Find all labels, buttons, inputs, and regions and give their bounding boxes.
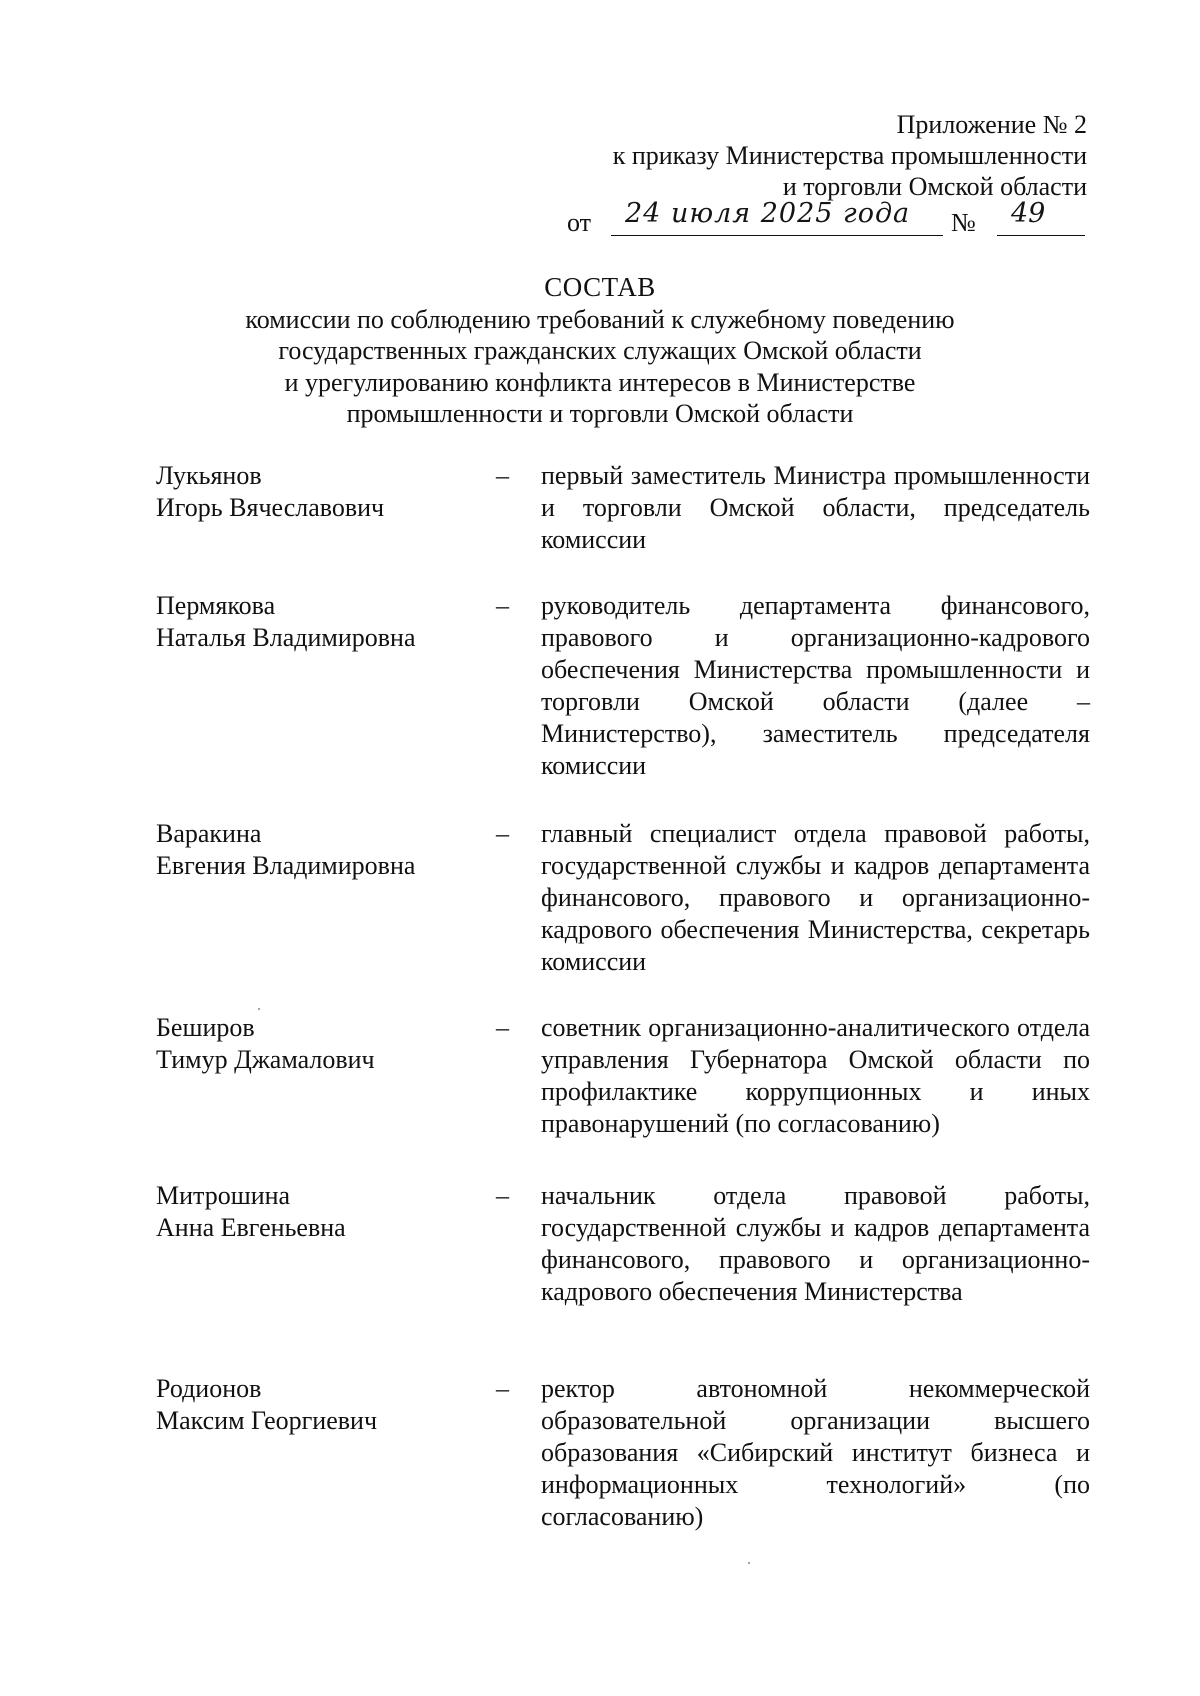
member-given-names: Анна Евгеньевна: [156, 1213, 346, 1242]
member-dash: –: [496, 1013, 509, 1042]
member-given-names: Евгения Владимировна: [156, 851, 416, 880]
title-heading: СОСТАВ: [544, 272, 656, 302]
member-surname: Варакина: [156, 819, 262, 848]
handwritten-date: 24 июля 2025 года: [611, 198, 943, 236]
member-role: начальник отдела правовой работы, государственной службы и кадров департамента финансового, правового и организационно-кадрового обеспечения Министерства: [541, 1181, 1090, 1306]
member-dash: –: [496, 819, 509, 848]
member-name: [156, 1180, 486, 1244]
member-surname: Родионов: [156, 1374, 262, 1403]
member-surname: Пермякова: [156, 591, 276, 620]
member-given-names: Игорь Вячеславович: [156, 493, 385, 522]
member-given-names: Тимур Джамалович: [156, 1045, 375, 1074]
title-line: государственных гражданских служащих Омской области: [278, 336, 922, 365]
from-label: от: [567, 208, 592, 237]
appendix-number: Приложение № 2: [896, 110, 1087, 139]
appendix-ministry-name: и торговли Омской области: [782, 172, 1087, 201]
member-surname: Лукьянов: [156, 461, 262, 490]
member-role: советник организационно-аналитического отдела управления Губернатора Омской области по профилактике коррупционных и иных правонарушений (по согласованию): [541, 1013, 1090, 1138]
member-dash: –: [496, 461, 509, 490]
member-given-names: Максим Георгиевич: [156, 1406, 378, 1435]
member-role: первый заместитель Министра промышленности и торговли Омской области, председатель комиссии: [541, 461, 1090, 554]
title-line: комиссии по соблюдению требований к служебному поведению: [245, 304, 955, 334]
member-role: ректор автономной некоммерческой образовательной организации высшего образования «Сибирский институт бизнеса и информационных технологий» (по согласованию): [541, 1374, 1090, 1531]
member-dash: –: [496, 1374, 509, 1403]
member-name: [156, 460, 486, 524]
title-line: промышленности и торговли Омской области: [346, 399, 854, 428]
member-name: [156, 590, 486, 654]
member-dash: –: [496, 1181, 509, 1210]
member-name: [156, 818, 486, 882]
member-name: [156, 1012, 486, 1076]
handwritten-order-number: 49: [997, 198, 1085, 236]
document-title: [0, 272, 1200, 430]
member-given-names: Наталья Владимировна: [156, 623, 416, 652]
number-label: №: [951, 208, 976, 237]
member-name: [156, 1373, 486, 1437]
appendix-header: [613, 109, 1087, 202]
member-surname: Беширов: [156, 1013, 255, 1042]
title-line: и урегулированию конфликта интересов в Министерстве: [284, 367, 916, 397]
member-surname: Митрошина: [156, 1181, 291, 1210]
order-date-line: [567, 198, 1087, 244]
member-role: главный специалист отдела правовой работы, государственной службы и кадров департамента финансового, правового и организационно-кадрового обеспечения Министерства, секретарь комиссии: [541, 819, 1090, 976]
appendix-order-reference: к приказу Министерства промышленности: [612, 141, 1087, 170]
member-role: руководитель департамента финансового, правового и организационно-кадрового обеспечения Министерства промышленности и торговли Омской области (далее – Министерство), заместитель председателя комиссии: [541, 591, 1090, 780]
member-dash: –: [496, 591, 509, 620]
scan-speck: [748, 1562, 750, 1564]
scan-speck: [258, 1008, 260, 1010]
